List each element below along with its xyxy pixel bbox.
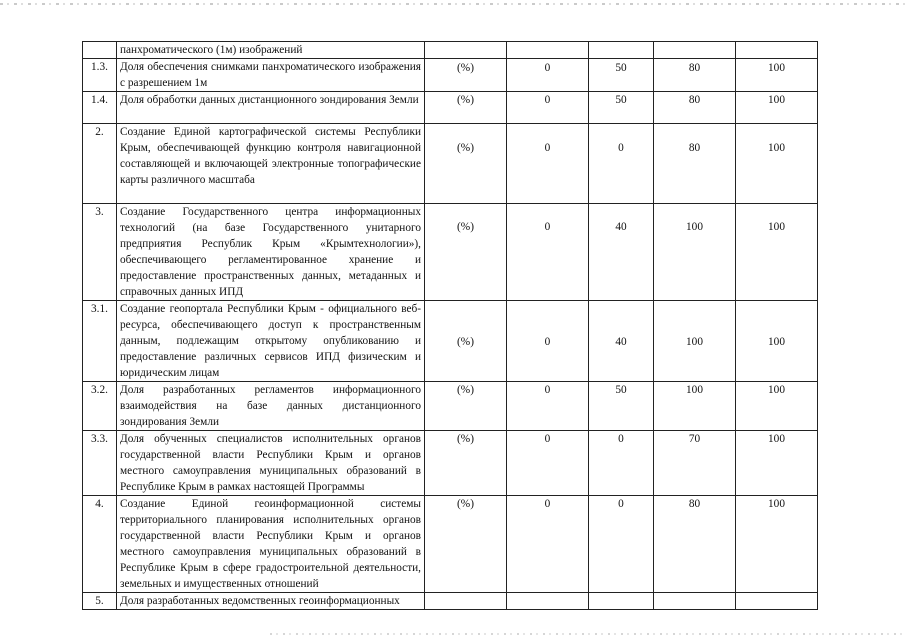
table-row: [83, 496, 818, 593]
row-unit: (%): [425, 124, 507, 204]
row-unit: (%): [425, 431, 507, 496]
indicators-table: [82, 41, 818, 610]
row-value-1: 0: [507, 204, 589, 301]
row-value-2: 0: [589, 496, 654, 593]
row-value-4: 100: [736, 496, 818, 593]
row-unit: [425, 42, 507, 59]
row-value-2: 0: [589, 124, 654, 204]
row-description: панхроматического (1м) изображений: [117, 42, 425, 59]
row-description: Создание геопортала Республики Крым - официального веб-ресурса, обеспечивающего доступ к пространственным данным, подлежащим открытому опубликованию и предоставление различных сервисов ИПД физическим и юридическим лицам: [117, 301, 425, 382]
row-number: 3.: [83, 204, 117, 301]
table-row: [83, 59, 818, 92]
table-row: [83, 204, 818, 301]
row-value-3: 80: [654, 496, 736, 593]
row-description: Доля разработанных регламентов информационного взаимодействия на базе данных дистанционного зондирования Земли: [117, 382, 425, 431]
row-unit: (%): [425, 204, 507, 301]
row-description: Доля обработки данных дистанционного зондирования Земли: [117, 92, 425, 124]
row-value-3: 100: [654, 301, 736, 382]
row-value-4: 100: [736, 204, 818, 301]
row-value-3: [654, 593, 736, 610]
row-value-1: 0: [507, 301, 589, 382]
row-value-4: 100: [736, 124, 818, 204]
row-value-3: 80: [654, 92, 736, 124]
row-unit: (%): [425, 301, 507, 382]
row-unit: (%): [425, 92, 507, 124]
table-row: [83, 593, 818, 610]
table-row: [83, 431, 818, 496]
row-description: Создание Единой геоинформационной системы территориального планирования исполнительных органов государственной власти Республики Крым и органов местного самоуправления муниципальных образований в Республике Крым в сфере градостроительной деятельности, земельных и имущественных отношений: [117, 496, 425, 593]
row-number: [83, 42, 117, 59]
row-number: 5.: [83, 593, 117, 610]
row-number: 3.1.: [83, 301, 117, 382]
row-value-1: 0: [507, 496, 589, 593]
row-value-3: 100: [654, 382, 736, 431]
table-row: [83, 42, 818, 59]
row-value-3: 70: [654, 431, 736, 496]
row-number: 2.: [83, 124, 117, 204]
row-number: 4.: [83, 496, 117, 593]
row-number: 1.3.: [83, 59, 117, 92]
row-number: 3.3.: [83, 431, 117, 496]
scan-noise-top: [0, 3, 905, 5]
row-value-1: 0: [507, 124, 589, 204]
row-value-2: [589, 42, 654, 59]
row-value-1: [507, 593, 589, 610]
row-description: Создание Государственного центра информационных технологий (на базе Государственного унитарного предприятия Республик Крым «Крымтехнологии»), обеспечивающего регламентированное хранение и предоставление пространственных данных, метаданных и справочных данных ИПД: [117, 204, 425, 301]
row-value-2: 50: [589, 92, 654, 124]
table-row: [83, 301, 818, 382]
row-value-2: 0: [589, 431, 654, 496]
row-value-4: 100: [736, 382, 818, 431]
row-unit: (%): [425, 382, 507, 431]
row-value-1: 0: [507, 431, 589, 496]
row-value-2: [589, 593, 654, 610]
row-value-4: [736, 42, 818, 59]
row-value-1: [507, 42, 589, 59]
row-value-2: 40: [589, 204, 654, 301]
row-value-4: 100: [736, 92, 818, 124]
row-value-4: 100: [736, 59, 818, 92]
table-row: [83, 124, 818, 204]
row-description: Доля разработанных ведомственных геоинформационных: [117, 593, 425, 610]
row-value-2: 40: [589, 301, 654, 382]
row-description: Доля обеспечения снимками панхроматического изображения с разрешением 1м: [117, 59, 425, 92]
row-value-2: 50: [589, 382, 654, 431]
row-value-4: [736, 593, 818, 610]
row-description: Доля обученных специалистов исполнительных органов государственной власти Республики Крым и органов местного самоуправления муниципальных образований в Республике Крым в рамках настоящей Программы: [117, 431, 425, 496]
row-value-3: 80: [654, 124, 736, 204]
row-value-3: [654, 42, 736, 59]
row-value-4: 100: [736, 431, 818, 496]
row-unit: [425, 593, 507, 610]
row-value-2: 50: [589, 59, 654, 92]
row-value-1: 0: [507, 92, 589, 124]
table-row: [83, 92, 818, 124]
row-description: Создание Единой картографической системы Республики Крым, обеспечивающей функцию контроля навигационной составляющей и включающей электронные топографические карты различного масштаба: [117, 124, 425, 204]
row-number: 3.2.: [83, 382, 117, 431]
row-value-3: 80: [654, 59, 736, 92]
row-number: 1.4.: [83, 92, 117, 124]
row-unit: (%): [425, 496, 507, 593]
table-row: [83, 382, 818, 431]
row-value-3: 100: [654, 204, 736, 301]
row-value-4: 100: [736, 301, 818, 382]
row-value-1: 0: [507, 382, 589, 431]
scan-noise-bottom: [270, 633, 905, 635]
row-unit: (%): [425, 59, 507, 92]
row-value-1: 0: [507, 59, 589, 92]
